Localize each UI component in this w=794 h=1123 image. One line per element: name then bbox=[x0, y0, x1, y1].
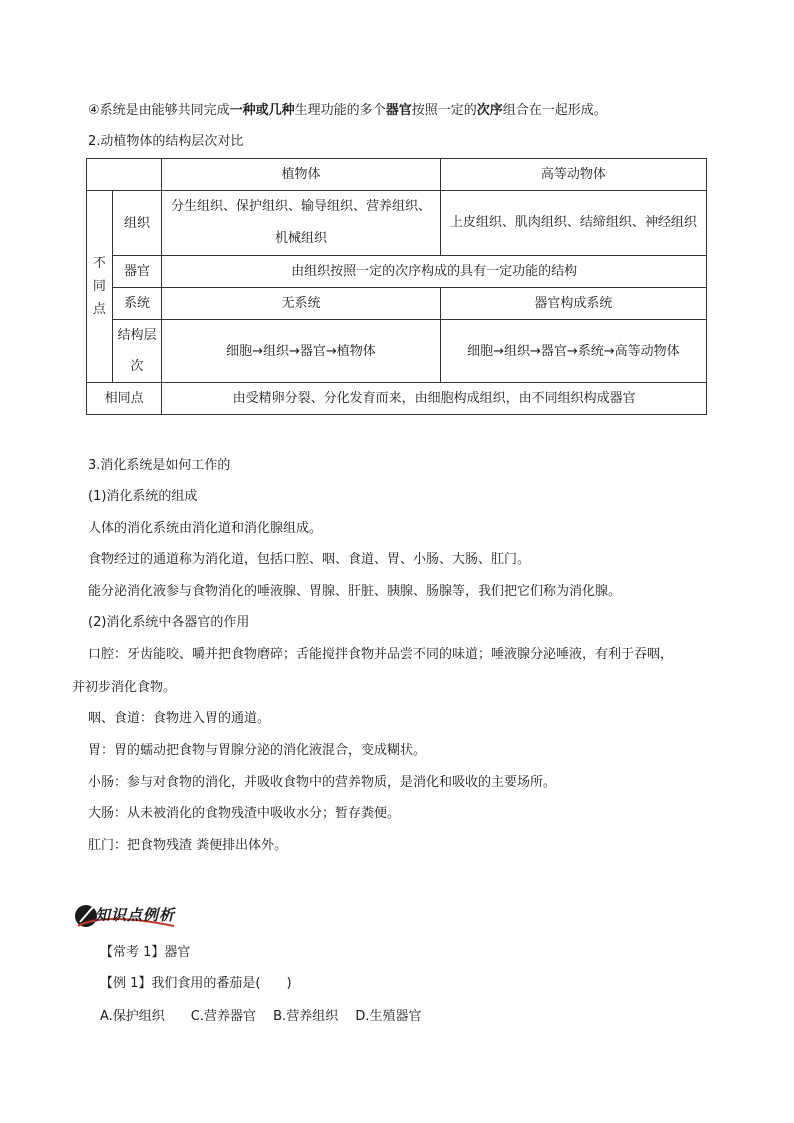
text-stomach: 胃：胃的蠕动把食物与胃腺分泌的消化液混合，变成糊状。 bbox=[88, 743, 427, 758]
char: 同 bbox=[92, 279, 106, 294]
text-run: 生理功能的多个 bbox=[294, 103, 386, 118]
same-label: 相同点 bbox=[87, 383, 162, 415]
text-digestive-tract: 食物经过的通道称为消化道，包括口腔、咽、食道、胃、小肠、大肠、肛门。 bbox=[88, 552, 531, 567]
text-run: 组合在一起形成。 bbox=[502, 103, 607, 118]
char: 点 bbox=[92, 302, 106, 317]
diff-label bbox=[87, 191, 113, 383]
same-text: 由受精卵分裂、分化发育而来，由细胞构成组织，由不同组织构成器官 bbox=[162, 383, 707, 415]
bold-run: 次序 bbox=[476, 103, 503, 118]
example-options: A.保护组织 C.营养器官 B.营养组织 D.生殖器官 bbox=[100, 1009, 422, 1024]
corner-cell bbox=[87, 159, 162, 191]
text-throat: 咽、食道：食物进入胃的通道。 bbox=[88, 711, 271, 726]
row-label-tissue: 组织 bbox=[112, 191, 161, 256]
text-small-intestine: 小肠：参与对食物的消化，并吸收食物中的营养物质，是消化和吸收的主要场所。 bbox=[88, 775, 557, 790]
cell-plant-system: 无系统 bbox=[162, 288, 441, 320]
heading-comparison: 2.动植物体的结构层次对比 bbox=[88, 134, 244, 149]
text-run: ④系统是由能够共同完成 bbox=[88, 103, 230, 118]
row-label-organ: 器官 bbox=[112, 256, 161, 288]
cell-animal-system: 器官构成系统 bbox=[440, 288, 706, 320]
subheading-composition: (1)消化系统的组成 bbox=[88, 489, 198, 504]
paragraph-system-definition bbox=[88, 101, 607, 121]
text-digestive-glands: 能分泌消化液参与食物消化的唾液腺、胃腺、肝脏、胰腺、肠腺等，我们把它们称为消化腺。 bbox=[88, 584, 622, 599]
header-animal: 高等动物体 bbox=[440, 159, 706, 191]
cell-plant-tissue: 分生组织、保护组织、输导组织、营养组织、机械组织 bbox=[162, 191, 441, 256]
common-test-label: 【常考 1】器官 bbox=[100, 945, 191, 960]
cell-animal-tissue: 上皮组织、肌肉组织、结缔组织、神经组织 bbox=[440, 191, 706, 256]
header-plant: 植物体 bbox=[162, 159, 441, 191]
text-digestive-system: 人体的消化系统由消化道和消化腺组成。 bbox=[88, 521, 323, 536]
comparison-table bbox=[86, 158, 707, 415]
char: 不 bbox=[92, 256, 106, 271]
text-mouth: 口腔：牙齿能咬、嚼并把食物磨碎；舌能搅拌食物并品尝不同的味道；唾液腺分泌唾液，有利于吞咽， bbox=[88, 647, 674, 662]
subheading-organ-functions: (2)消化系统中各器官的作用 bbox=[88, 615, 250, 630]
cell-organ: 由组织按照一定的次序构成的具有一定功能的结构 bbox=[162, 256, 707, 288]
text-mouth-cont: 并初步消化食物。 bbox=[72, 680, 177, 695]
example-question: 【例 1】我们食用的番茄是( ) bbox=[100, 976, 292, 991]
row-label-system: 系统 bbox=[112, 288, 161, 320]
text-anus: 肛门：把食物残渣 粪便排出体外。 bbox=[88, 838, 288, 853]
text-large-intestine: 大肠：从未被消化的食物残渣中吸收水分；暂存粪便。 bbox=[88, 806, 401, 821]
row-label-levels: 结构层次 bbox=[112, 320, 161, 383]
bold-run: 一种或几种 bbox=[229, 103, 295, 118]
cell-plant-levels: 细胞→组织→器官→植物体 bbox=[162, 320, 441, 383]
text-run: 按照一定的 bbox=[411, 103, 477, 118]
section-banner-title: 知识点例析 bbox=[95, 906, 176, 924]
bold-run: 器官 bbox=[385, 103, 412, 118]
cell-animal-levels: 细胞→组织→器官→系统→高等动物体 bbox=[440, 320, 706, 383]
heading-digestion: 3.消化系统是如何工作的 bbox=[88, 458, 231, 473]
